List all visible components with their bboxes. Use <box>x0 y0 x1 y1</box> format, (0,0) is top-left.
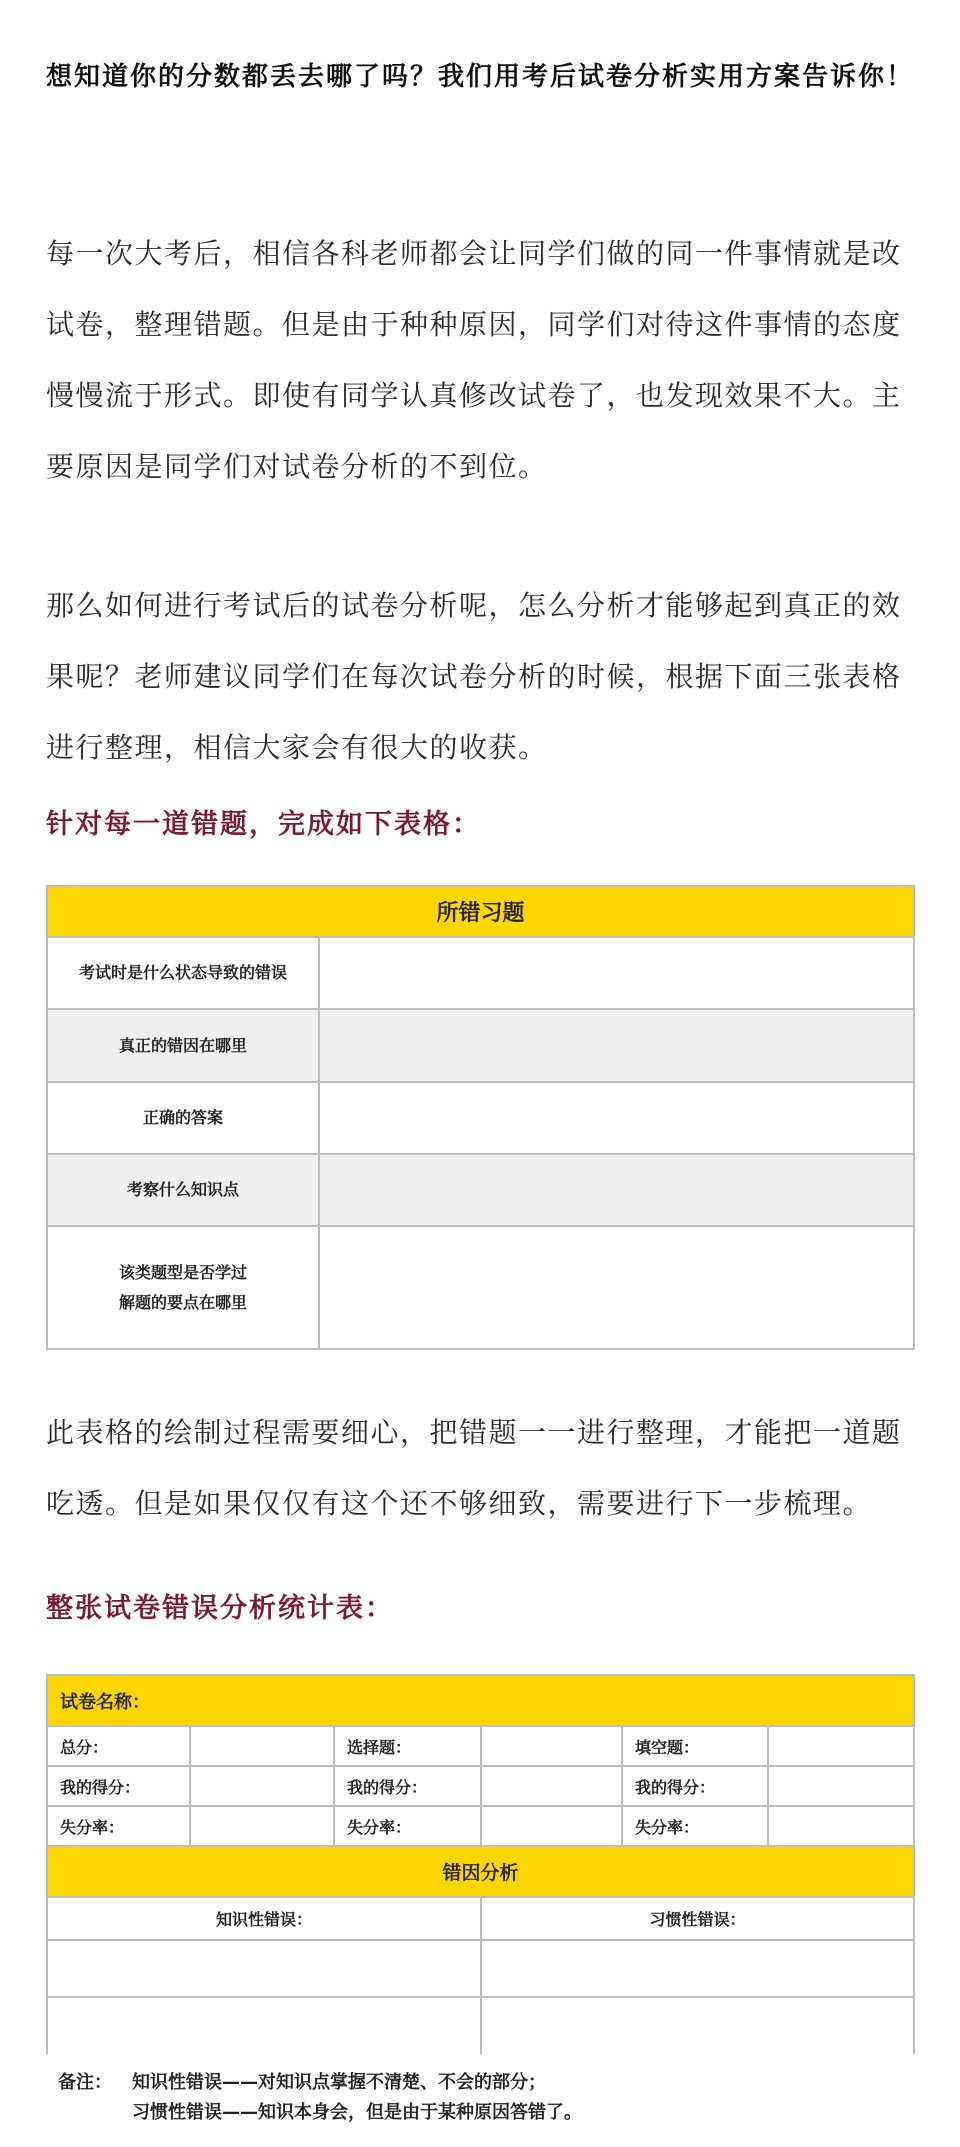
knowledge-error-header: 知识性错误： <box>47 1897 481 1940</box>
input-cell[interactable] <box>190 1766 334 1806</box>
input-cell[interactable] <box>481 1766 622 1806</box>
note-label: 备注： <box>58 2072 112 2093</box>
knowledge-error-cell[interactable] <box>47 1940 481 1997</box>
label-score: 我的得分： <box>334 1766 481 1806</box>
article-title: 想知道你的分数都丢去哪了吗？我们用考后试卷分析实用方案告诉你！ <box>46 62 915 92</box>
row-label-line: 该类题型是否学过 <box>118 1262 247 1282</box>
input-cell[interactable] <box>190 1806 334 1846</box>
section1-heading: 针对每一道错题，完成如下表格： <box>46 809 481 840</box>
row-label: 考试时是什么状态导致的错误 <box>47 937 319 1009</box>
answer-cell[interactable] <box>319 1154 914 1226</box>
label-score: 我的得分： <box>622 1766 768 1806</box>
paragraph-intro: 每一次大考后，相信各科老师都会让同学们做的同一件事情就是改试卷，整理错题。但是由于种种原因，同学们对待这件事情的态度慢慢流于形式。即使有同学认真修改试卷了，也发现效果不大。主要原因是同学们对试卷分析的不到位。 <box>46 237 902 483</box>
label-fill: 填空题： <box>622 1726 768 1766</box>
row-label: 真正的错因在哪里 <box>47 1009 319 1082</box>
note-line: 知识性错误——对知识点掌握不清楚、不会的部分； <box>132 2072 546 2093</box>
input-cell[interactable] <box>768 1726 914 1766</box>
label-score: 我的得分： <box>47 1766 190 1806</box>
paragraph-summary: 此表格的绘制过程需要细心，把错题一一进行整理，才能把一道题吃透。但是如果仅仅有这个还不够细致，需要进行下一步梳理。 <box>46 1416 902 1520</box>
label-loss-rate: 失分率： <box>47 1806 190 1846</box>
input-cell[interactable] <box>768 1806 914 1846</box>
label-choice: 选择题： <box>334 1726 481 1766</box>
note-line: 习惯性错误——知识本身会，但是由于某种原因答错了。 <box>132 2102 582 2123</box>
answer-cell[interactable] <box>319 1009 914 1082</box>
answer-cell[interactable] <box>319 1226 914 1349</box>
wrong-question-table <box>46 885 915 1350</box>
input-cell[interactable] <box>768 1766 914 1806</box>
input-cell[interactable] <box>190 1726 334 1766</box>
row-label-line: 解题的要点在哪里 <box>118 1292 247 1312</box>
label-total: 总分： <box>47 1726 190 1766</box>
habit-error-cell[interactable] <box>481 1940 914 1997</box>
label-loss-rate: 失分率： <box>622 1806 768 1846</box>
input-cell[interactable] <box>481 1806 622 1846</box>
table-header: 所错习题 <box>47 886 914 937</box>
knowledge-error-cell[interactable] <box>47 1997 481 2054</box>
habit-error-header: 习惯性错误： <box>481 1897 914 1940</box>
label-loss-rate: 失分率： <box>334 1806 481 1846</box>
paragraph-method: 那么如何进行考试后的试卷分析呢，怎么分析才能够起到真正的效果呢？老师建议同学们在每次试卷分析的时候，根据下面三张表格进行整理，相信大家会有很大的收获。 <box>46 589 902 764</box>
paper-analysis-table <box>46 1674 915 2054</box>
analysis-header: 错因分析 <box>47 1846 914 1897</box>
answer-cell[interactable] <box>319 1082 914 1154</box>
row-label: 正确的答案 <box>47 1082 319 1154</box>
paper-name-label: 试卷名称： <box>47 1675 914 1726</box>
input-cell[interactable] <box>481 1726 622 1766</box>
section2-heading: 整张试卷错误分析统计表： <box>46 1593 394 1624</box>
row-label <box>47 1226 319 1349</box>
answer-cell[interactable] <box>319 937 914 1009</box>
habit-error-cell[interactable] <box>481 1997 914 2054</box>
row-label: 考察什么知识点 <box>47 1154 319 1226</box>
